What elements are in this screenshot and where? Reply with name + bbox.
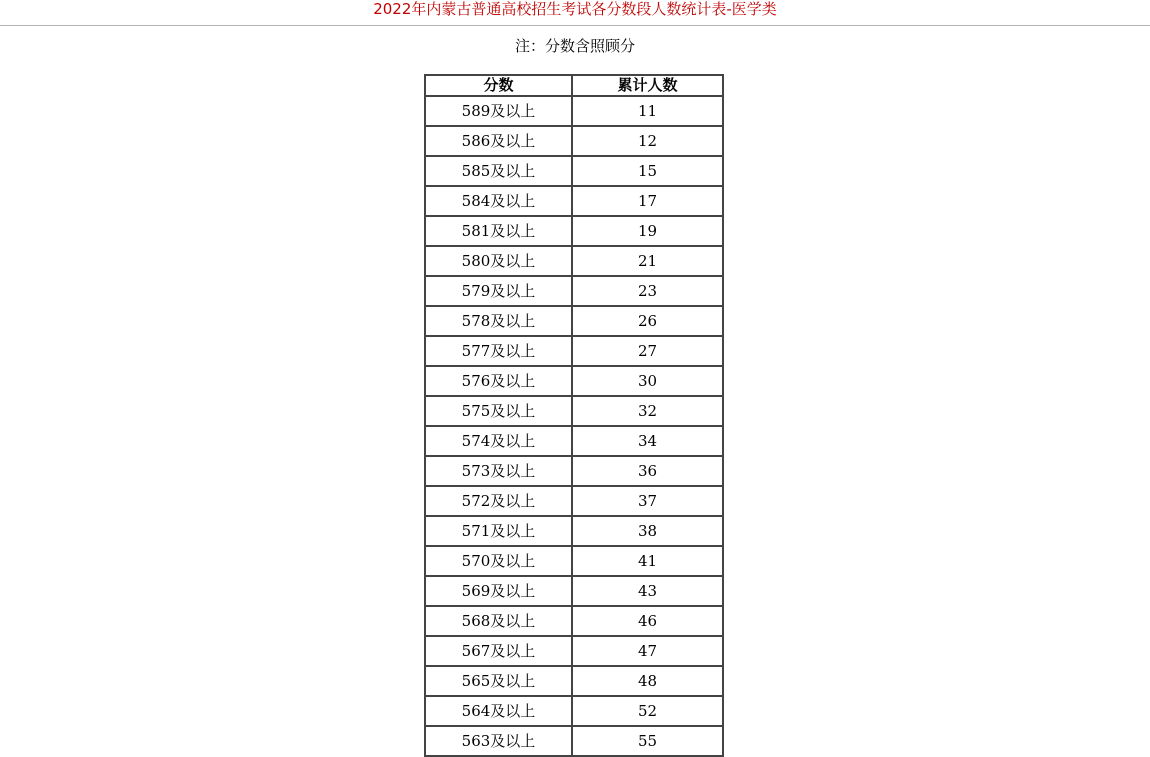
cumulative-count-cell: 21 bbox=[572, 246, 723, 276]
table-row bbox=[425, 276, 723, 306]
cumulative-count-cell: 46 bbox=[572, 606, 723, 636]
table-row bbox=[425, 246, 723, 276]
cumulative-count-cell: 34 bbox=[572, 426, 723, 456]
score-distribution-table bbox=[424, 74, 724, 757]
score-cell: 579及以上 bbox=[425, 276, 572, 306]
cumulative-count-cell: 27 bbox=[572, 336, 723, 366]
score-cell: 574及以上 bbox=[425, 426, 572, 456]
cumulative-count-cell: 47 bbox=[572, 636, 723, 666]
table-row bbox=[425, 216, 723, 246]
header-cumulative-count: 累计人数 bbox=[572, 75, 723, 96]
table-row bbox=[425, 306, 723, 336]
table-row bbox=[425, 696, 723, 726]
cumulative-count-cell: 36 bbox=[572, 456, 723, 486]
score-cell: 571及以上 bbox=[425, 516, 572, 546]
score-cell: 586及以上 bbox=[425, 126, 572, 156]
table-row bbox=[425, 666, 723, 696]
score-cell: 576及以上 bbox=[425, 366, 572, 396]
score-note: 注：分数含照顾分 bbox=[514, 37, 635, 55]
score-cell: 589及以上 bbox=[425, 96, 572, 126]
table-header-row bbox=[425, 75, 723, 96]
score-cell: 585及以上 bbox=[425, 156, 572, 186]
cumulative-count-cell: 37 bbox=[572, 486, 723, 516]
table-row bbox=[425, 636, 723, 666]
table-row bbox=[425, 96, 723, 126]
cumulative-count-cell: 30 bbox=[572, 366, 723, 396]
title-divider bbox=[0, 25, 1150, 26]
page-title: 2022年内蒙古普通高校招生考试各分数段人数统计表-医学类 bbox=[373, 0, 777, 18]
score-cell: 584及以上 bbox=[425, 186, 572, 216]
table-row bbox=[425, 546, 723, 576]
score-cell: 581及以上 bbox=[425, 216, 572, 246]
table-row bbox=[425, 576, 723, 606]
table-row bbox=[425, 336, 723, 366]
score-cell: 575及以上 bbox=[425, 396, 572, 426]
score-cell: 564及以上 bbox=[425, 696, 572, 726]
table-row bbox=[425, 396, 723, 426]
cumulative-count-cell: 43 bbox=[572, 576, 723, 606]
cumulative-count-cell: 32 bbox=[572, 396, 723, 426]
cumulative-count-cell: 23 bbox=[572, 276, 723, 306]
cumulative-count-cell: 12 bbox=[572, 126, 723, 156]
score-cell: 572及以上 bbox=[425, 486, 572, 516]
score-cell: 567及以上 bbox=[425, 636, 572, 666]
table-row bbox=[425, 366, 723, 396]
table-row bbox=[425, 126, 723, 156]
cumulative-count-cell: 17 bbox=[572, 186, 723, 216]
table-row bbox=[425, 426, 723, 456]
table-row bbox=[425, 726, 723, 756]
cumulative-count-cell: 15 bbox=[572, 156, 723, 186]
cumulative-count-cell: 26 bbox=[572, 306, 723, 336]
cumulative-count-cell: 11 bbox=[572, 96, 723, 126]
table-row bbox=[425, 186, 723, 216]
cumulative-count-cell: 52 bbox=[572, 696, 723, 726]
header-score: 分数 bbox=[425, 75, 572, 96]
table-row bbox=[425, 606, 723, 636]
table-row bbox=[425, 516, 723, 546]
cumulative-count-cell: 38 bbox=[572, 516, 723, 546]
score-cell: 580及以上 bbox=[425, 246, 572, 276]
table-row bbox=[425, 486, 723, 516]
score-cell: 563及以上 bbox=[425, 726, 572, 756]
cumulative-count-cell: 48 bbox=[572, 666, 723, 696]
score-cell: 577及以上 bbox=[425, 336, 572, 366]
score-cell: 570及以上 bbox=[425, 546, 572, 576]
score-cell: 565及以上 bbox=[425, 666, 572, 696]
score-cell: 568及以上 bbox=[425, 606, 572, 636]
table-row bbox=[425, 156, 723, 186]
cumulative-count-cell: 55 bbox=[572, 726, 723, 756]
table-row bbox=[425, 456, 723, 486]
cumulative-count-cell: 41 bbox=[572, 546, 723, 576]
cumulative-count-cell: 19 bbox=[572, 216, 723, 246]
score-cell: 573及以上 bbox=[425, 456, 572, 486]
score-cell: 578及以上 bbox=[425, 306, 572, 336]
table-body bbox=[425, 96, 723, 756]
score-cell: 569及以上 bbox=[425, 576, 572, 606]
